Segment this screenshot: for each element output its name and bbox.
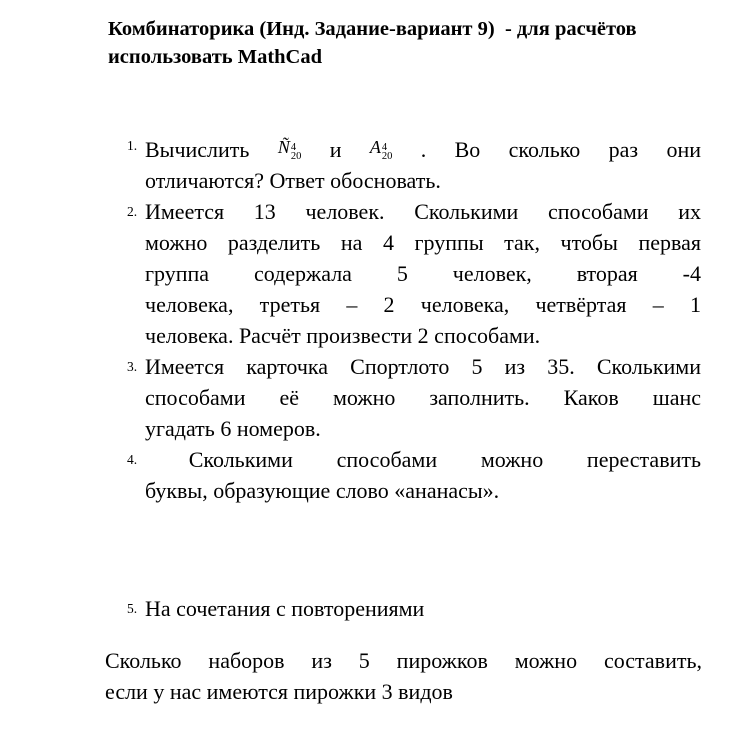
problem-item-2 [127,196,701,351]
formula-subscript: 20 [381,151,393,162]
document-title [108,16,708,71]
problem-line: можно разделить на 4 группы так, чтобы первая [145,230,701,255]
problem-number: 3. [127,359,138,374]
problem-text-block [145,130,701,196]
problem-text-block [145,593,701,624]
problem-list [127,130,701,624]
formula-scripts [382,143,393,161]
closing-paragraph [105,645,702,707]
problem-text: и [329,137,342,162]
problem-number: 4. [127,452,138,467]
problem-line: группа содержала 5 человек, вторая -4 [145,261,701,286]
problem-number: 1. [127,138,138,153]
problem-number: 5. [127,601,138,616]
problem-item-5 [127,593,701,624]
problem-line: Сколькими способами можно переставить [145,447,701,472]
problem-line: угадать 6 номеров. [145,416,321,441]
problem-text-block [145,196,701,351]
problem-number: 2. [127,204,138,219]
formula-scripts [291,143,302,161]
formula-superscript: 4 [381,142,388,153]
title-line-2: использовать MathCad [108,45,323,68]
problem-text-block [145,444,701,506]
formula-base: A [369,137,381,157]
formula-N-4-20 [278,130,302,163]
problem-line: буквы, образующие слово «ананасы». [145,478,500,503]
problem-text: Вычислить [145,137,250,162]
problem-text: . Во сколько раз они [420,137,702,162]
problem-line [145,130,701,165]
title-line-1: Комбинаторика (Инд. Задание-вариант 9) - для расчётов [108,18,637,40]
problem-item-3 [127,351,701,444]
formula-subscript: 20 [290,151,302,162]
problem-line: человека. Расчёт произвести 2 способами. [145,323,541,348]
formula-A-4-20 [370,130,393,163]
problem-item-1 [127,130,701,196]
problem-line: человека, третья – 2 человека, четвёртая – 1 [145,292,701,317]
problem-line: отличаются? Ответ обосновать. [145,168,441,193]
problem-line: Имеется 13 человек. Сколькими способами их [145,199,701,224]
problem-text-block [145,351,701,444]
problem-line: способами её можно заполнить. Каков шанс [145,385,701,410]
problem-line: Имеется карточка Спортлото 5 из 35. Сколькими [145,354,701,379]
problem-item-4 [127,444,701,506]
formula-base: Ñ [277,137,290,157]
closing-line: если у нас имеются пирожки 3 видов [105,679,453,704]
problem-line: На сочетания с повторениями [145,596,425,621]
formula-superscript: 4 [290,142,297,153]
closing-line: Сколько наборов из 5 пирожков можно составить, [105,648,702,673]
